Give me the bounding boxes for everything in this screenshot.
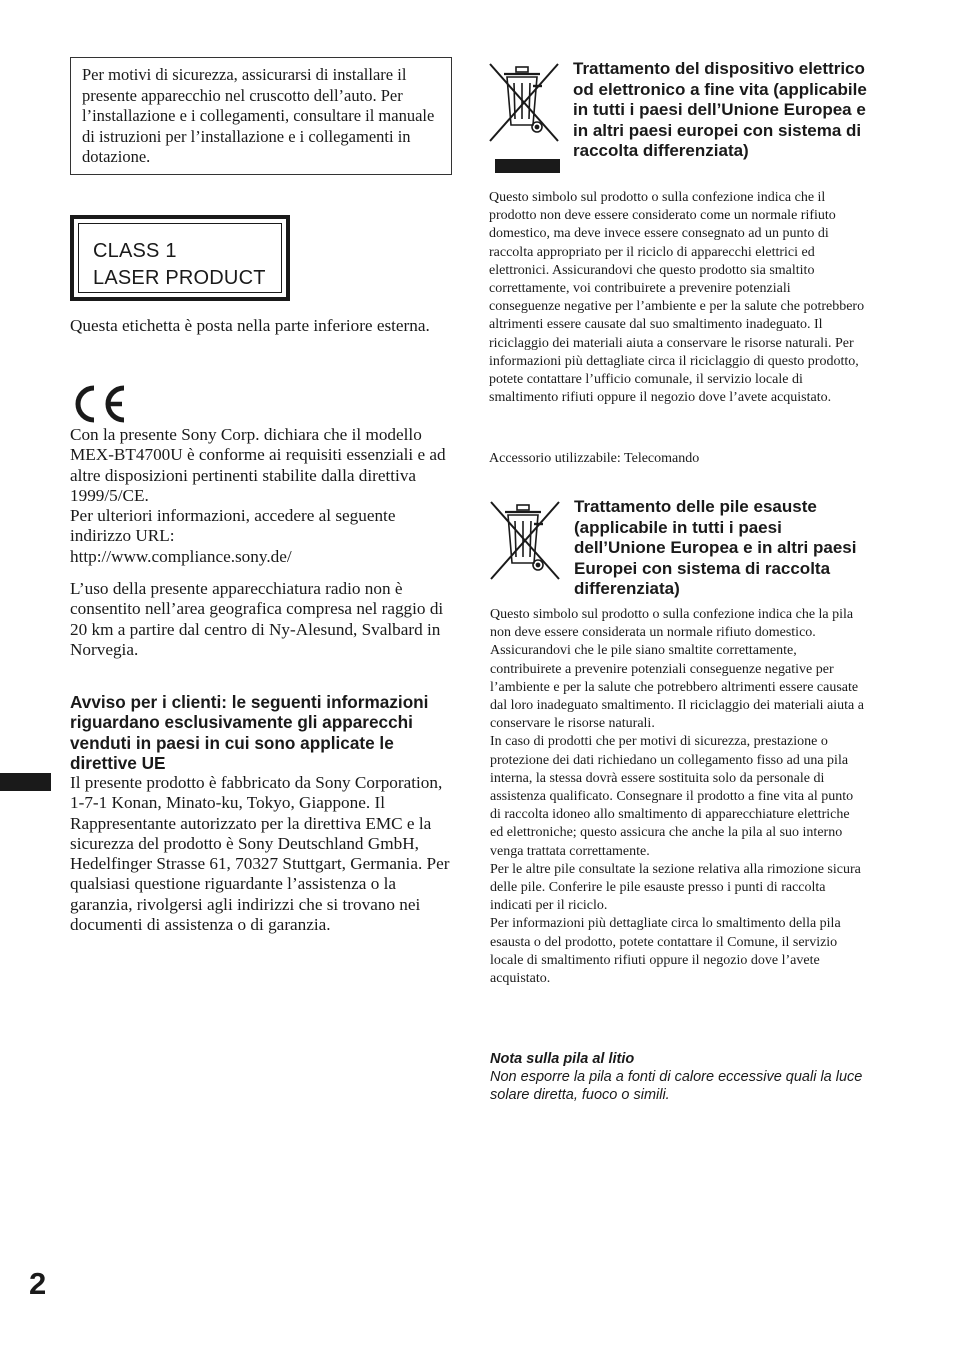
safety-notice-box	[70, 57, 452, 175]
crossed-out-bin-icon	[487, 61, 561, 147]
weee-accessory-note: Accessorio utilizzabile: Telecomando	[489, 451, 700, 466]
battery-paragraph: Questo simbolo sul prodotto o sulla confezione indica che la pila non deve essere considerata un normale rifiuto domestico. Assicurandovi che le pile siano smaltite correttamente, contribuirete a prevenire potenziali conseguenze negative per l’ambiente e per la salute che potrebbero altrimenti essere causate dal loro inadeguato smaltimento. Il riciclaggio dei materiali aiuta a conservare le risorse naturali.	[490, 607, 864, 732]
ce-info-text: Per ulteriori informazioni, accedere al seguente indirizzo URL:	[70, 506, 396, 546]
laser-product-label	[70, 215, 290, 301]
weee-heading: Trattamento del dispositivo elettrico od elettronico a fine vita (applicabile in tutti i paesi dell’Unione Europea e in altri paesi europei con sistema di raccolta differenziata)	[573, 59, 867, 160]
eu-notice-body: Il presente prodotto è fabbricato da Sony Corporation, 1-7-1 Konan, Minato-ku, Tokyo, Giappone. Il Rappresentante autorizzato per la direttiva EMC e la sicurezza del prodotto è Sony Deutschland GmbH, Hedelfinger Strasse 61, 70327 Stuttgart, Germania. Per qualsiasi questione riguardante l’assistenza o la garanzia, rivolgersi agli indirizzi che si trovano nei documenti di assistenza o di garanzia.	[70, 773, 450, 935]
section-tab-marker	[0, 773, 51, 791]
battery-paragraph: Per le altre pile consultate la sezione relativa alla rimozione sicura delle pile. Conferire le pile esauste presso i punti di raccolta indicati per il riciclo.	[490, 861, 861, 914]
weee-body: Questo simbolo sul prodotto o sulla confezione indica che il prodotto non deve essere considerato come un normale rifiuto domestico, ma deve invece essere consegnato ad un punto di raccolta appropriato per il riciclo di apparecchi elettrici ed elettronici. Assicurandovi che questo prodotto sia smaltito correttamente, voi contribuirete a prevenire potenziali conseguenze negative per l’ambiente e per la salute che potrebbero altrimenti essere causate dal suo smaltimento inadeguato. Il riciclaggio dei materiali aiuta a conservare le risorse naturali. Per informazioni più dettagliate circa il riciclaggio di questo prodotto, potete contattare l’ufficio comunale, il servizio locale di smaltimento rifiuti oppure il negozio dove l’avete acquistato.	[489, 190, 865, 406]
lithium-note-text: Non esporre la pila a fonti di calore eccessive quali la luce solare diretta, fuoco o simili.	[490, 1069, 863, 1103]
crossed-out-bin-icon	[488, 499, 562, 585]
laser-label-caption: Questa etichetta è posta nella parte inferiore esterna.	[70, 316, 430, 335]
ce-mark-icon	[72, 384, 128, 424]
safety-notice-text: Per motivi di sicurezza, assicurarsi di installare il presente apparecchio nel cruscotto dell’auto. Per l’installazione e i collegamenti, consultare il manuale di istruzioni per l’installazione e i collegamenti in dotazione.	[82, 65, 435, 166]
eu-notice-heading: Avviso per i clienti: le seguenti informazioni riguardano esclusivamente gli apparecchi venduti in paesi in cui sono applicate le direttive UE	[70, 692, 429, 773]
battery-paragraph: In caso di prodotti che per motivi di sicurezza, prestazione o protezione dei dati richiedano un collegamento fisso ad una pila interna, la stessa dovrà essere sostituita solo da personale di assistenza qualificato. Consegnare il prodotto a fine vita al punto di raccolta idoneo allo smaltimento di apparecchiature elettriche ed elettroniche; questo assicura che anche la pila al suo interno venga trattata correttamente.	[490, 734, 854, 859]
battery-paragraph: Per informazioni più dettagliate circa lo smaltimento della pila esausta o del prodotto, potete contattare il Comune, il servizio locale di smaltimento rifiuti oppure il negozio dove l’avete acquistato.	[490, 916, 841, 987]
page-number: 2	[29, 1266, 47, 1301]
laser-label-inner	[78, 223, 282, 293]
weee-underline-bar	[495, 159, 560, 173]
ce-declaration-text: Con la presente Sony Corp. dichiara che il modello MEX-BT4700U è conforme ai requisiti essenziali e ad altre disposizioni pertinenti stabilite dalla direttiva 1999/5/CE.	[70, 425, 446, 505]
radio-restriction-text: L’uso della presente apparecchiatura radio non è consentito nell’area geografica compresa nel raggio di 20 km a partire dal centro di Ny-Alesund, Svalbard in Norvegia.	[70, 579, 444, 659]
ce-declaration	[70, 425, 450, 567]
battery-body	[490, 606, 866, 988]
laser-product-line: LASER PRODUCT	[93, 267, 266, 289]
laser-class-line: CLASS 1	[93, 240, 177, 262]
battery-heading: Trattamento delle pile esauste (applicabile in tutti i paesi dell’Unione Europea e in altri paesi Europei con sistema di raccolta differenziata)	[574, 497, 857, 598]
lithium-note-title: Nota sulla pila al litio	[490, 1051, 635, 1067]
compliance-url: http://www.compliance.sony.de/	[70, 546, 292, 566]
